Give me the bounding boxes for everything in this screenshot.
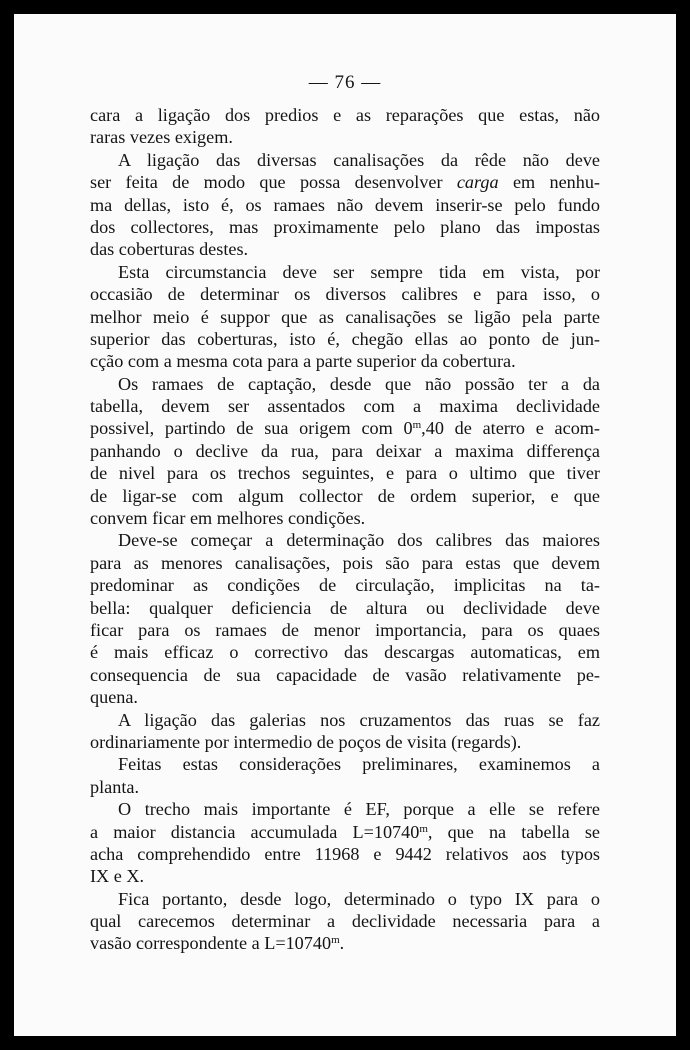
text-segment: ,40 de aterro e acom- [421, 418, 600, 439]
text-line: panhando o declive da rua, para deixar a maxima differença [90, 440, 600, 461]
text-line: ma dellas, isto é, os ramaes não devem inserir-se pelo fundo [90, 194, 600, 215]
text-line: quena. [90, 687, 138, 708]
unit-superscript: m [331, 934, 340, 947]
text-segment: a maior distancia accumulada L=10740 [90, 821, 420, 842]
text-line: A ligação das galerias nos cruzamentos das ruas se faz [118, 709, 600, 730]
text-line: melhor meio é suppor que as canalisações se ligão pela parte [90, 306, 600, 327]
text-segment: , que na tabella se [427, 821, 600, 842]
text-segment: em nenhu- [498, 172, 600, 193]
paragraph-8 [90, 798, 600, 888]
unit-superscript: m [419, 822, 428, 835]
text-line: ficar para os ramaes de menor importancia, para os quaes [90, 619, 600, 640]
text-line: occasião de determinar os diversos calibres e para isso, o [90, 284, 600, 305]
text-line: IX e X. [90, 866, 145, 887]
text-line [90, 932, 600, 954]
text-line: bella: qualquer deficiencia de altura ou declividade deve [90, 597, 600, 618]
text-line: Fica portanto, desde logo, determinado o typo IX para o [118, 888, 600, 909]
text-line: Esta circumstancia deve ser sempre tida em vista, por [118, 261, 600, 282]
text-line: Feitas estas considerações preliminares, examinemos a [118, 754, 600, 775]
text-line: acha comprehendido entre 11968 e 9442 relativos aos typos [90, 843, 600, 864]
paragraph-7 [90, 753, 600, 798]
text-line [90, 171, 600, 193]
paragraph-5 [90, 529, 600, 708]
text-line: qual carecemos determinar a declividade necessaria para a [90, 911, 600, 932]
text-line: O trecho mais importante é EF, porque a elle se refere [118, 799, 600, 820]
paragraph-2 [90, 149, 600, 261]
text-line: dos collectores, mas proximamente pelo plano das impostas [90, 216, 600, 237]
text-segment: ser feita de modo que possa desenvolver [90, 172, 457, 193]
text-line: predominar as condições de circulação, implicitas na ta- [90, 575, 600, 596]
text-line: consequencia de sua capacidade de vasão relativamente pe- [90, 664, 600, 685]
text-line: de nivel para os trechos seguintes, e para o ultimo que tiver [90, 463, 600, 484]
text-line: para as menores canalisações, pois são para estas que devem [90, 552, 600, 573]
text-line: A ligação das diversas canalisações da rêde não deve [118, 149, 600, 170]
text-line: é mais efficaz o correctivo das descargas automaticas, em [90, 642, 600, 663]
text-line: cara a ligação dos predios e as reparações que estas, não [90, 105, 600, 125]
text-line: convem ficar em melhores condições. [90, 508, 366, 529]
text-line: das coberturas destes. [90, 239, 249, 260]
text-segment: vasão correspondente a L=10740 [90, 933, 332, 954]
paragraph-6 [90, 709, 600, 754]
text-line: de ligar-se com algum collector de ordem superior, e que [90, 485, 600, 506]
text-line: Deve-se começar a determinação dos calibres das maiores [118, 530, 600, 551]
body-text [90, 104, 600, 955]
book-page [14, 14, 676, 1036]
paragraph-9 [90, 888, 600, 955]
text-line: ordinariamente por intermedio de poços de visita (regards). [90, 731, 522, 752]
text-segment: possivel, partindo de sua origem com 0 [90, 418, 413, 439]
text-line: raras vezes exigem. [90, 127, 233, 148]
text-line: cção com a mesma cota para a parte superior da cobertura. [90, 351, 516, 372]
paragraph-3 [90, 261, 600, 373]
text-line: superior das coberturas, isto é, chegão ellas ao ponto de jun- [90, 328, 600, 349]
unit-superscript: m [412, 419, 422, 432]
text-line: tabella, devem ser assentados com a maxima declividade [90, 396, 600, 417]
text-line: Os ramaes de captação, desde que não possão ter a da [118, 373, 600, 394]
text-line [90, 821, 600, 843]
text-line [90, 417, 600, 439]
text-line: planta. [90, 776, 139, 797]
page-number: — 76 — [308, 72, 382, 93]
text-segment: . [339, 933, 345, 954]
paragraph-4 [90, 373, 600, 530]
italic-term: carga [456, 172, 499, 193]
paragraph-1 [90, 104, 600, 149]
